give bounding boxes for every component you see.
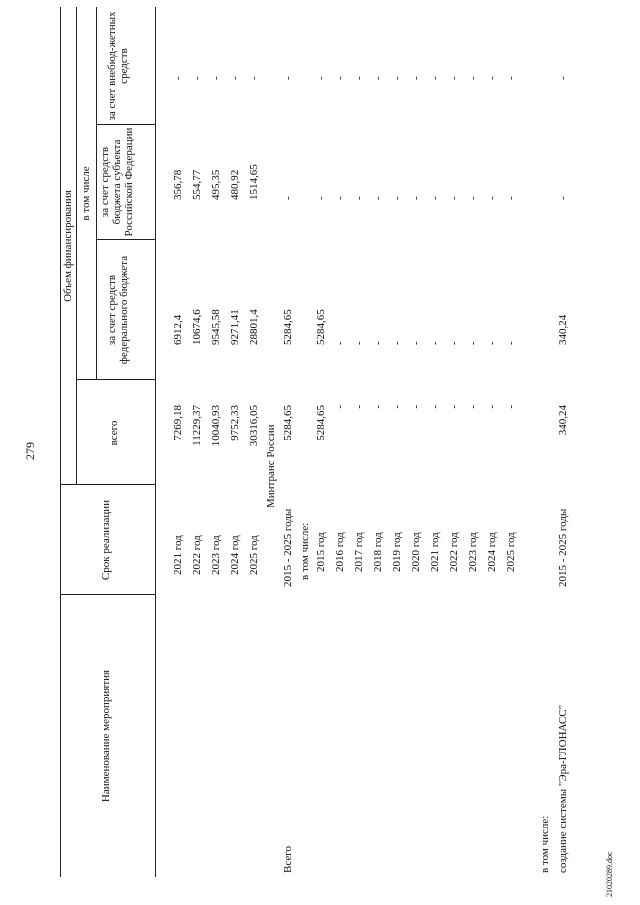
column-divider-federal-regional <box>96 239 156 240</box>
cell-total: - <box>429 405 441 409</box>
vsego-federal: 5284,65 <box>282 309 294 345</box>
header-financing: Объем финансирования <box>62 190 74 302</box>
header-regional: за счет средств бюджета субъекта Российской Федерации <box>99 127 135 237</box>
cell-extra: - <box>372 76 384 80</box>
cell-extra: - <box>486 76 498 80</box>
table-row: 2019 год <box>391 532 403 572</box>
header-extra: за счет внебюд-жетных средств <box>106 11 130 121</box>
cell-federal: - <box>429 341 441 345</box>
vsego-period: 2015 - 2025 годы <box>282 508 294 587</box>
cell-regional: - <box>505 196 517 200</box>
vsego-regional: - <box>282 196 294 200</box>
cell-federal: 5284,65 <box>315 309 327 345</box>
cell-regional: 1514,65 <box>248 164 260 200</box>
cell-extra: - <box>391 76 403 80</box>
cell-regional: - <box>334 196 346 200</box>
cell-regional: - <box>448 196 460 200</box>
cell-regional: - <box>486 196 498 200</box>
cell-total: 11229,37 <box>191 405 203 446</box>
table-row: 2025 год <box>248 535 260 575</box>
financing-header-divider <box>76 7 77 485</box>
cell-regional: 480,92 <box>229 169 241 200</box>
header-name: Наименование мероприятия <box>100 669 112 803</box>
cell-extra: - <box>353 76 365 80</box>
table-header-bottom-border <box>155 7 156 877</box>
bottom-extra: - <box>557 76 569 80</box>
table-row: 2018 год <box>372 532 384 572</box>
cell-extra: - <box>248 76 260 80</box>
table-row: 2024 год <box>229 535 241 575</box>
cell-extra: - <box>172 76 184 80</box>
bottom-total: 340,24 <box>557 405 569 436</box>
cell-federal: 28801,4 <box>248 309 260 345</box>
bottom-name: создание системы "Эра-ГЛОНАСС" <box>557 704 569 873</box>
table-top-border <box>60 7 61 877</box>
cell-extra: - <box>467 76 479 80</box>
cell-regional: - <box>372 196 384 200</box>
cell-regional: - <box>410 196 422 200</box>
cell-total: - <box>353 405 365 409</box>
cell-regional: - <box>391 196 403 200</box>
cell-total: - <box>467 405 479 409</box>
cell-regional: - <box>315 196 327 200</box>
table-row: 2022 год <box>191 535 203 575</box>
cell-federal: 6912,4 <box>172 314 184 345</box>
cell-federal: - <box>410 341 422 345</box>
cell-federal: 9545,58 <box>210 309 222 345</box>
cell-federal: - <box>467 341 479 345</box>
bottom-period: 2015 - 2025 годы <box>557 508 569 587</box>
cell-extra: - <box>448 76 460 80</box>
cell-extra: - <box>505 76 517 80</box>
table-row: 2021 год <box>429 532 441 572</box>
cell-extra: - <box>334 76 346 80</box>
table-row: 2016 год <box>334 532 346 572</box>
header-including: в том числе <box>80 166 92 221</box>
cell-federal: - <box>505 341 517 345</box>
cell-extra: - <box>429 76 441 80</box>
cell-extra: - <box>210 76 222 80</box>
table-row: 2020 год <box>410 532 422 572</box>
cell-regional: 554,77 <box>191 169 203 200</box>
cell-extra: - <box>315 76 327 80</box>
header-total: всего <box>108 420 120 446</box>
cell-federal: - <box>353 341 365 345</box>
cell-extra: - <box>191 76 203 80</box>
cell-extra: - <box>229 76 241 80</box>
cell-regional: - <box>467 196 479 200</box>
header-federal: за счет средств федерального бюджета <box>106 255 130 365</box>
cell-total: - <box>448 405 460 409</box>
table-row: 2017 год <box>353 532 365 572</box>
table-row: 2025 год <box>505 532 517 572</box>
table-row: 2023 год <box>210 535 222 575</box>
table-row: 2024 год <box>486 532 498 572</box>
cell-federal: - <box>448 341 460 345</box>
cell-federal: - <box>334 341 346 345</box>
section-label: Минтранс России <box>265 424 277 508</box>
cell-total: 7269,18 <box>172 405 184 441</box>
vsego-extra: - <box>282 76 294 80</box>
cell-total: - <box>334 405 346 409</box>
cell-total: 10040,93 <box>210 405 222 447</box>
vsego-including-label: в том числе: <box>299 522 311 580</box>
cell-regional: 495,35 <box>210 169 222 200</box>
header-period: Срок реализации <box>100 499 112 581</box>
cell-total: - <box>486 405 498 409</box>
footer-code: 21020289.doc <box>605 851 614 897</box>
table-row: 2023 год <box>467 532 479 572</box>
cell-regional: - <box>429 196 441 200</box>
cell-federal: 10674,6 <box>191 309 203 345</box>
page-number: 279 <box>23 442 37 460</box>
table-row: 2022 год <box>448 532 460 572</box>
bottom-including-label: в том числе: <box>539 815 551 873</box>
bottom-regional: - <box>557 196 569 200</box>
cell-total: - <box>505 405 517 409</box>
table-row: 2021 год <box>172 535 184 575</box>
column-divider-regional-extra <box>96 124 156 125</box>
cell-regional: 356,78 <box>172 169 184 200</box>
cell-federal: - <box>486 341 498 345</box>
table-row: 2015 год <box>315 532 327 572</box>
cell-total: 9752,33 <box>229 405 241 441</box>
cell-total: - <box>391 405 403 409</box>
cell-total: - <box>372 405 384 409</box>
cell-regional: - <box>353 196 365 200</box>
bottom-federal: 340,24 <box>557 314 569 345</box>
cell-total: 30316,05 <box>248 405 260 447</box>
cell-total: 5284,65 <box>315 405 327 441</box>
cell-federal: - <box>391 341 403 345</box>
cell-extra: - <box>410 76 422 80</box>
vsego-total: 5284,65 <box>282 405 294 441</box>
cell-total: - <box>410 405 422 409</box>
cell-federal: - <box>372 341 384 345</box>
cell-federal: 9271,41 <box>229 309 241 345</box>
vsego-name: Всего <box>282 846 294 873</box>
including-header-divider <box>96 7 97 380</box>
